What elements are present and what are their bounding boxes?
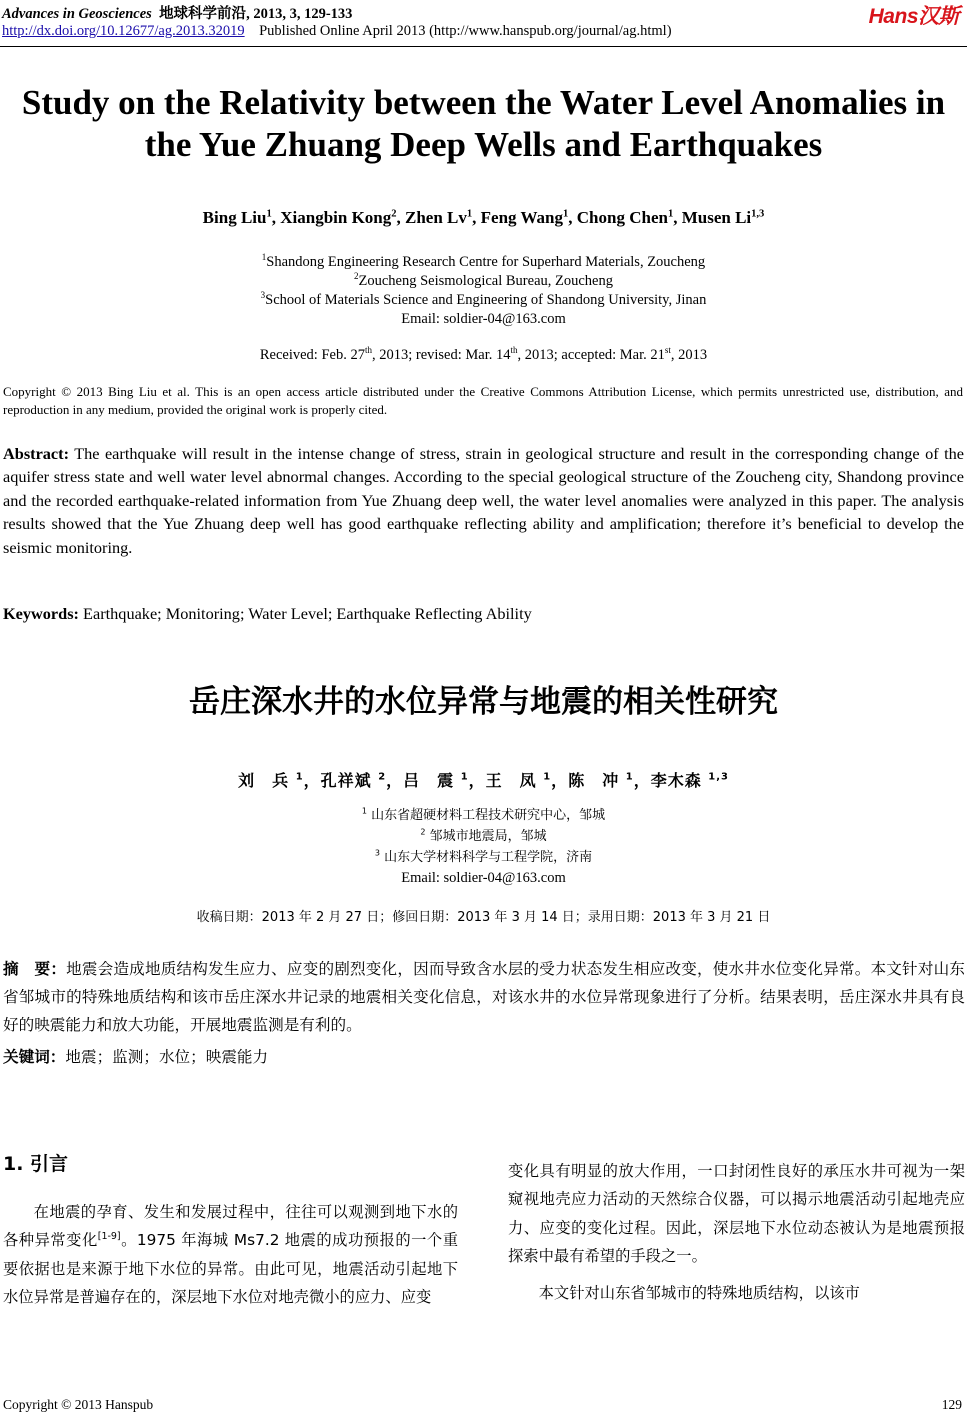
author: 吕 震 $^1$	[403, 771, 469, 790]
doi-line	[2, 23, 672, 40]
author: Zhen Lv$^1$	[405, 208, 473, 227]
affiliations-en	[0, 253, 967, 329]
doi-link[interactable]: http://dx.doi.org/10.12677/ag.2013.32019	[2, 23, 245, 39]
author: 李木森 $^{1,3}$	[650, 771, 729, 790]
author: Feng Wang$^1$	[480, 208, 569, 227]
paragraph: 在地震的孕育、发生和发展过程中，往往可以观测到地下水的各种异常变化[1-9]。1975 年海城 Ms7.2 地震的成功预报的一个重要依据也是来源于地下水位的异常。由此可见，地震活动引起地下水位异常是普遍存在的，深层地下水位对地壳微小的应力、应变	[3, 1203, 458, 1307]
abstract-text: 地震会造成地质结构发生应力、应变的剧烈变化，因而导致含水层的受力状态发生相应改变，使水井水位变化异常。本文针对山东省邹城市的特殊地质结构和该市岳庄深水井记录的地震相关变化信息，对该水井的水位异常现象进行了分析。结果表明，岳庄深水井具有良好的映震能力和放大功能，开展地震监测是有利的。	[3, 960, 965, 1034]
paper-title-cn: 岳庄深水井的水位异常与地震的相关性研究	[189, 684, 778, 720]
affiliations-cn	[0, 805, 967, 889]
abstract-en	[3, 442, 964, 559]
publisher-logo: Hans汉斯	[868, 5, 959, 28]
page-number: 129	[941, 1397, 962, 1412]
author: Xiangbin Kong$^2$	[280, 208, 397, 227]
author: 陈 冲 $^1$	[568, 771, 634, 790]
keywords-text: Earthquake; Monitoring; Water Level; Earthquake Reflecting Ability	[83, 604, 532, 623]
keywords-en	[3, 604, 532, 624]
keywords-text: 地震；监测；水位；映震能力	[65, 1048, 269, 1066]
volume-info: , 2013, 3, 129-133	[246, 6, 353, 22]
affiliation: $^1$ 山东省超硬材料工程技术研究中心，邹城	[361, 806, 606, 823]
affiliation: $^2$Zoucheng Seismological Bureau, Zoucheng	[354, 271, 613, 289]
keywords-cn	[3, 1045, 268, 1067]
author-list-cn: 刘 兵 $^1$，孔祥斌 $^2$，吕 震 $^1$，王 凤 $^1$，陈 冲 $^1$，李木森 $^{1,3}$	[238, 771, 729, 790]
journal-name-en: Advances in Geosciences	[2, 6, 152, 22]
author: 王 凤 $^1$	[485, 771, 552, 790]
keywords-label: Keywords:	[3, 604, 79, 623]
email: Email: soldier-04@163.com	[401, 870, 566, 886]
abstract-cn	[3, 955, 965, 1039]
abstract-label: Abstract:	[3, 444, 70, 463]
keywords-label: 关键词：	[3, 1048, 66, 1066]
paragraph: 变化具有明显的放大作用，一口封闭性良好的承压水井可视为一架窥视地壳应力活动的天然综合仪器，可以揭示地震活动引起地壳应力、应变的变化过程。因此，深层地下水位动态被认为是地震预报探索中最有希望的手段之一。	[508, 1162, 965, 1266]
author: Musen Li$^{1,3}$	[681, 208, 765, 227]
affiliation: $^2$ 邹城市地震局，邹城	[420, 827, 547, 844]
journal-name-cn: 地球科学前沿	[159, 6, 247, 22]
received-dates-cn: 收稿日期：2013 年 2 月 27 日；修回日期：2013 年 3 月 14 日；录用日期：2013 年 3 月 21 日	[196, 910, 771, 925]
author-list-en: Bing Liu$^1$, Xiangbin Kong$^2$, Zhen Lv$^1$, Feng Wang$^1$, Chong Chen$^1$, Musen Li$^{1,3}$	[202, 208, 765, 227]
paragraph: 本文针对山东省邹城市的特殊地质结构，以该市	[538, 1283, 860, 1302]
affiliation: $^3$School of Materials Science and Engineering of Shandong University, Jinan	[260, 290, 707, 308]
received-dates-en: Received: Feb. 27th, 2013; revised: Mar. 14th, 2013; accepted: Mar. 21st, 2013	[259, 345, 708, 363]
body-column-left	[3, 1198, 458, 1312]
abstract-label: 摘 要：	[3, 960, 67, 978]
footer-copyright: Copyright © 2013 Hanspub	[3, 1397, 154, 1412]
citation-ref[interactable]: [1-9]	[97, 1231, 121, 1243]
section-heading: 1. 引言	[3, 1153, 69, 1175]
author: Bing Liu$^1$	[202, 208, 272, 227]
copyright-notice: Copyright © 2013 Bing Liu et al. This is an open access article distributed under the Creative Commons Attribution License, which permits unrestricted use, distribution, and reproduction in any medium, provided the original work is properly cited.	[3, 384, 963, 417]
affiliation: $^1$Shandong Engineering Research Centre for Superhard Materials, Zoucheng	[261, 252, 706, 270]
header-divider	[0, 46, 967, 47]
affiliation: $^3$ 山东大学材料科学与工程学院，济南	[374, 848, 593, 865]
published-online: Published Online April 2013 (http://www.hanspub.org/journal/ag.html)	[259, 23, 672, 39]
author: Chong Chen$^1$	[576, 208, 674, 227]
journal-header	[2, 2, 352, 23]
author: 孔祥斌 $^2$	[320, 771, 387, 790]
email: Email: soldier-04@163.com	[401, 311, 566, 327]
body-column-right	[508, 1157, 965, 1307]
abstract-text: The earthquake will result in the intense change of stress, strain in geological structure and result in the corresponding change of the aquifer stress state and well water level abnormal changes. According to the special geological structure of the Zoucheng city, Shandong province and the recorded earthquake-related information from Yue Zhuang deep well, the water level anomalies were analyzed in this paper. The analysis results showed that the Yue Zhuang deep well has good earthquake reflecting ability and amplification; therefore it’s beneficial to develop the seismic monitoring.	[3, 444, 965, 557]
author: 刘 兵 $^1$	[238, 771, 304, 790]
paper-title-en: Study on the Relativity between the Water Level Anomalies in the Yue Zhuang Deep Wells and Earthquakes	[21, 83, 946, 164]
